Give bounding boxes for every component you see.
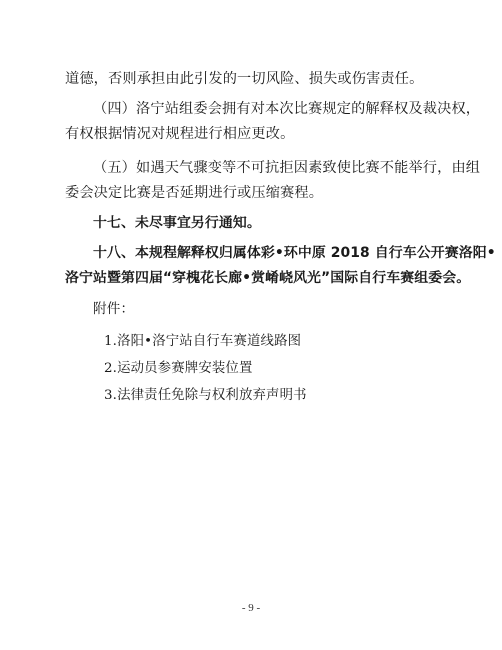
attachment-item: 1.洛阳•洛宁站自行车赛道线路图 — [104, 334, 302, 349]
paragraph-line: 委会决定比赛是否延期进行或压缩赛程。 — [65, 185, 324, 201]
paragraph-line: 道德，否则承担由此引发的一切风险、损失或伤害责任。 — [65, 71, 424, 87]
paragraph-line: （四）洛宁站组委会拥有对本次比赛规定的解释权及裁决权， — [93, 101, 481, 117]
section-heading-17: 十七、未尽事宜另行通知。 — [93, 215, 261, 231]
section-heading-18: 十八、本规程解释权归属体彩•环中原 2018 自行车公开赛洛阳• — [93, 245, 496, 261]
attachments-label: 附件： — [93, 301, 135, 317]
page-number: - 9 - — [241, 602, 261, 614]
paragraph-line: 有权根据情况对规程进行相应更改。 — [65, 126, 295, 142]
attachment-item: 2.运动员参赛牌安装位置 — [104, 361, 253, 376]
paragraph-line: （五）如遇天气骤变等不可抗拒因素致使比赛不能举行，由组 — [93, 160, 481, 176]
section-heading-18-cont: 洛宁站暨第四届“穿槐花长廊•赏崤峣风光”国际自行车赛组委会。 — [65, 270, 471, 286]
attachment-item: 3.法律责任免除与权利放弃声明书 — [104, 388, 307, 403]
